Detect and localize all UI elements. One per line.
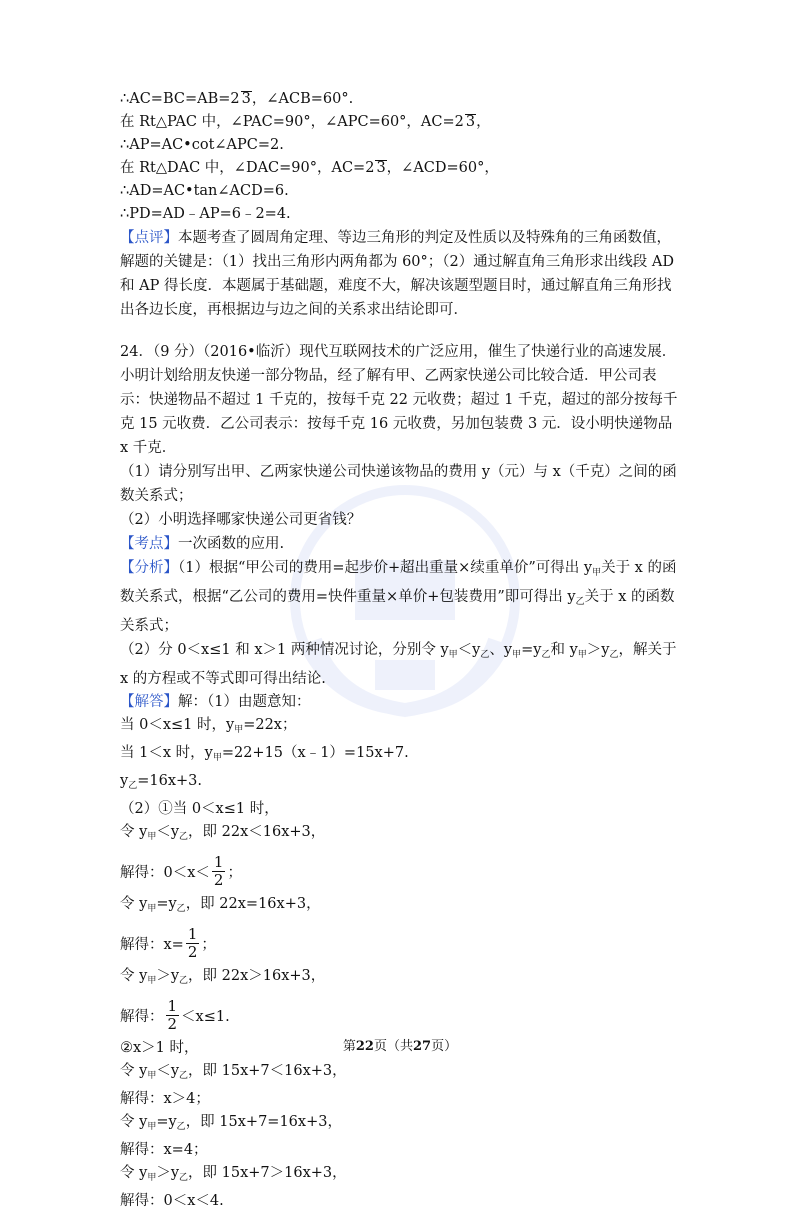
derivation-line: 在 Rt△DAC 中，∠DAC=90°，AC=2 3，∠ACD=60°，	[120, 160, 499, 176]
footer-prefix: 第	[342, 1039, 356, 1054]
analysis-paragraph: （2）分 0＜x≤1 和 x＞1 两种情况讨论，分别令 $y_甲<y_乙$、$y_甲=y_乙$和 $y_甲>y_乙$，解关于 x 的方程或不等式即可得出结论.	[120, 642, 677, 687]
footer-suffix: 页）	[431, 1039, 458, 1054]
fraction-one-half: $\frac{1}{2}$	[167, 996, 178, 1033]
review-text: 本题考查了圆周角定理、等边三角形的判定及性质以及特殊角的三角函数值，解题的关键是：（1）找出三角形内两角都为 60°；（2）通过解直角三角形求出线段 AD 和 AP 得长度．本题属于基础题，难度不大，解决该题型题目时，通过解直角三角形找出各边长度，再根据边与边之间的关系求出结论即可．	[120, 230, 674, 318]
derivation-line: ∴PD=AD﹣AP=6﹣2=4.	[120, 206, 291, 222]
fraction-one-half: $\frac{1}{2}$	[213, 852, 224, 889]
footer-middle: 页（共	[373, 1039, 413, 1054]
kaodian-tag: 【考点】	[120, 536, 178, 552]
derivation-line: ∴AP=AC•cot∠APC=2.	[120, 137, 284, 153]
solution-line: 当 0＜x≤1 时，$y_甲=22x$；	[120, 717, 297, 735]
solution-line: 解得：0＜x＜ $\frac{1}{2}$ ；	[120, 852, 242, 889]
solution-line: 解得：0＜x＜4.	[120, 1193, 224, 1209]
solution-line: 令 $y_甲>y_乙$，即 15x+7＞16x+3，	[120, 1165, 347, 1183]
solution-line: （2）①当 0＜x≤1 时，	[120, 801, 279, 817]
derivation-line: ∴AD=AC•tan∠ACD=6.	[120, 183, 289, 199]
derivation-line: ∴AC=BC=AB=2 3，∠ACB=60°.	[120, 91, 354, 107]
solution-line: 解得：x＞4；	[120, 1091, 210, 1107]
solution-line: ②x＞1 时，	[120, 1040, 199, 1056]
question-1: （1）请分别写出甲、乙两家快递公司快递该物品的费用 y（元）与 x（千克）之间的函数关系式；	[120, 464, 677, 504]
problem-statement: 24．（9 分）（2016•临沂）现代互联网技术的广泛应用，催生了快递行业的高速发展．小明计划给朋友快递一部分物品，经了解有甲、乙两家快递公司比较合适．甲公司表示：快递物品不超过 1 千克的，按每千克 22 元收费；超过 1 千克，超过的部分按每千克 15 元收费．乙公司表示：按每千克 16 元收费，另加包装费 3 元．设小明快递物品 x 千克．	[120, 344, 678, 456]
solution-line: 解得：x= $\frac{1}{2}$ ；	[120, 924, 216, 961]
derivation-line: 在 Rt△PAC 中，∠PAC=90°，∠APC=60°，AC=2 3，	[120, 114, 491, 130]
solution-line: 令 $y_甲<y_乙$，即 15x+7＜16x+3，	[120, 1063, 347, 1081]
solution-line: 【解答】解：（1）由题意知：	[120, 694, 311, 710]
page-footer	[0, 1035, 800, 1054]
solution-line: 令 $y_甲=y_乙$，即 22x=16x+3，	[120, 896, 321, 914]
solution-tag: 【解答】	[120, 694, 178, 710]
question-2: （2）小明选择哪家快递公司更省钱？	[120, 512, 362, 528]
solution-line: $y_乙=16x+3$.	[120, 773, 202, 791]
kaodian-line	[120, 532, 680, 556]
analysis-tag: 【分析】	[120, 560, 178, 576]
solution-line: 解得： $\frac{1}{2}$ ＜x≤1.	[120, 996, 230, 1033]
solution-line: 当 1＜x 时，$y_甲=22+15(x﹣1)=15x+7$.	[120, 745, 409, 763]
review-paragraph	[120, 226, 680, 322]
total-page-number: 27	[413, 1039, 432, 1054]
solution-line: 令 $y_甲<y_乙$，即 22x＜16x+3，	[120, 824, 326, 842]
analysis-paragraph: 【分析】（1）根据“甲公司的费用=起步价+超出重量×续重单价”可得出 $y_甲$关于 x 的函数关系式，根据“乙公司的费用=快件重量×单价+包装费用”即可得出 $y_乙$关于 x 的函数关系式；	[120, 560, 677, 634]
fraction-one-half: $\frac{1}{2}$	[187, 924, 198, 961]
solution-line: 解得：x=4；	[120, 1142, 208, 1158]
solution-line: 令 $y_甲>y_乙$，即 22x＞16x+3，	[120, 968, 326, 986]
kaodian-text: 一次函数的应用.	[178, 536, 285, 552]
current-page-number: 22	[355, 1039, 374, 1054]
review-tag: 【点评】	[120, 230, 178, 246]
solution-line: 令 $y_甲=y_乙$，即 15x+7=16x+3，	[120, 1114, 342, 1132]
